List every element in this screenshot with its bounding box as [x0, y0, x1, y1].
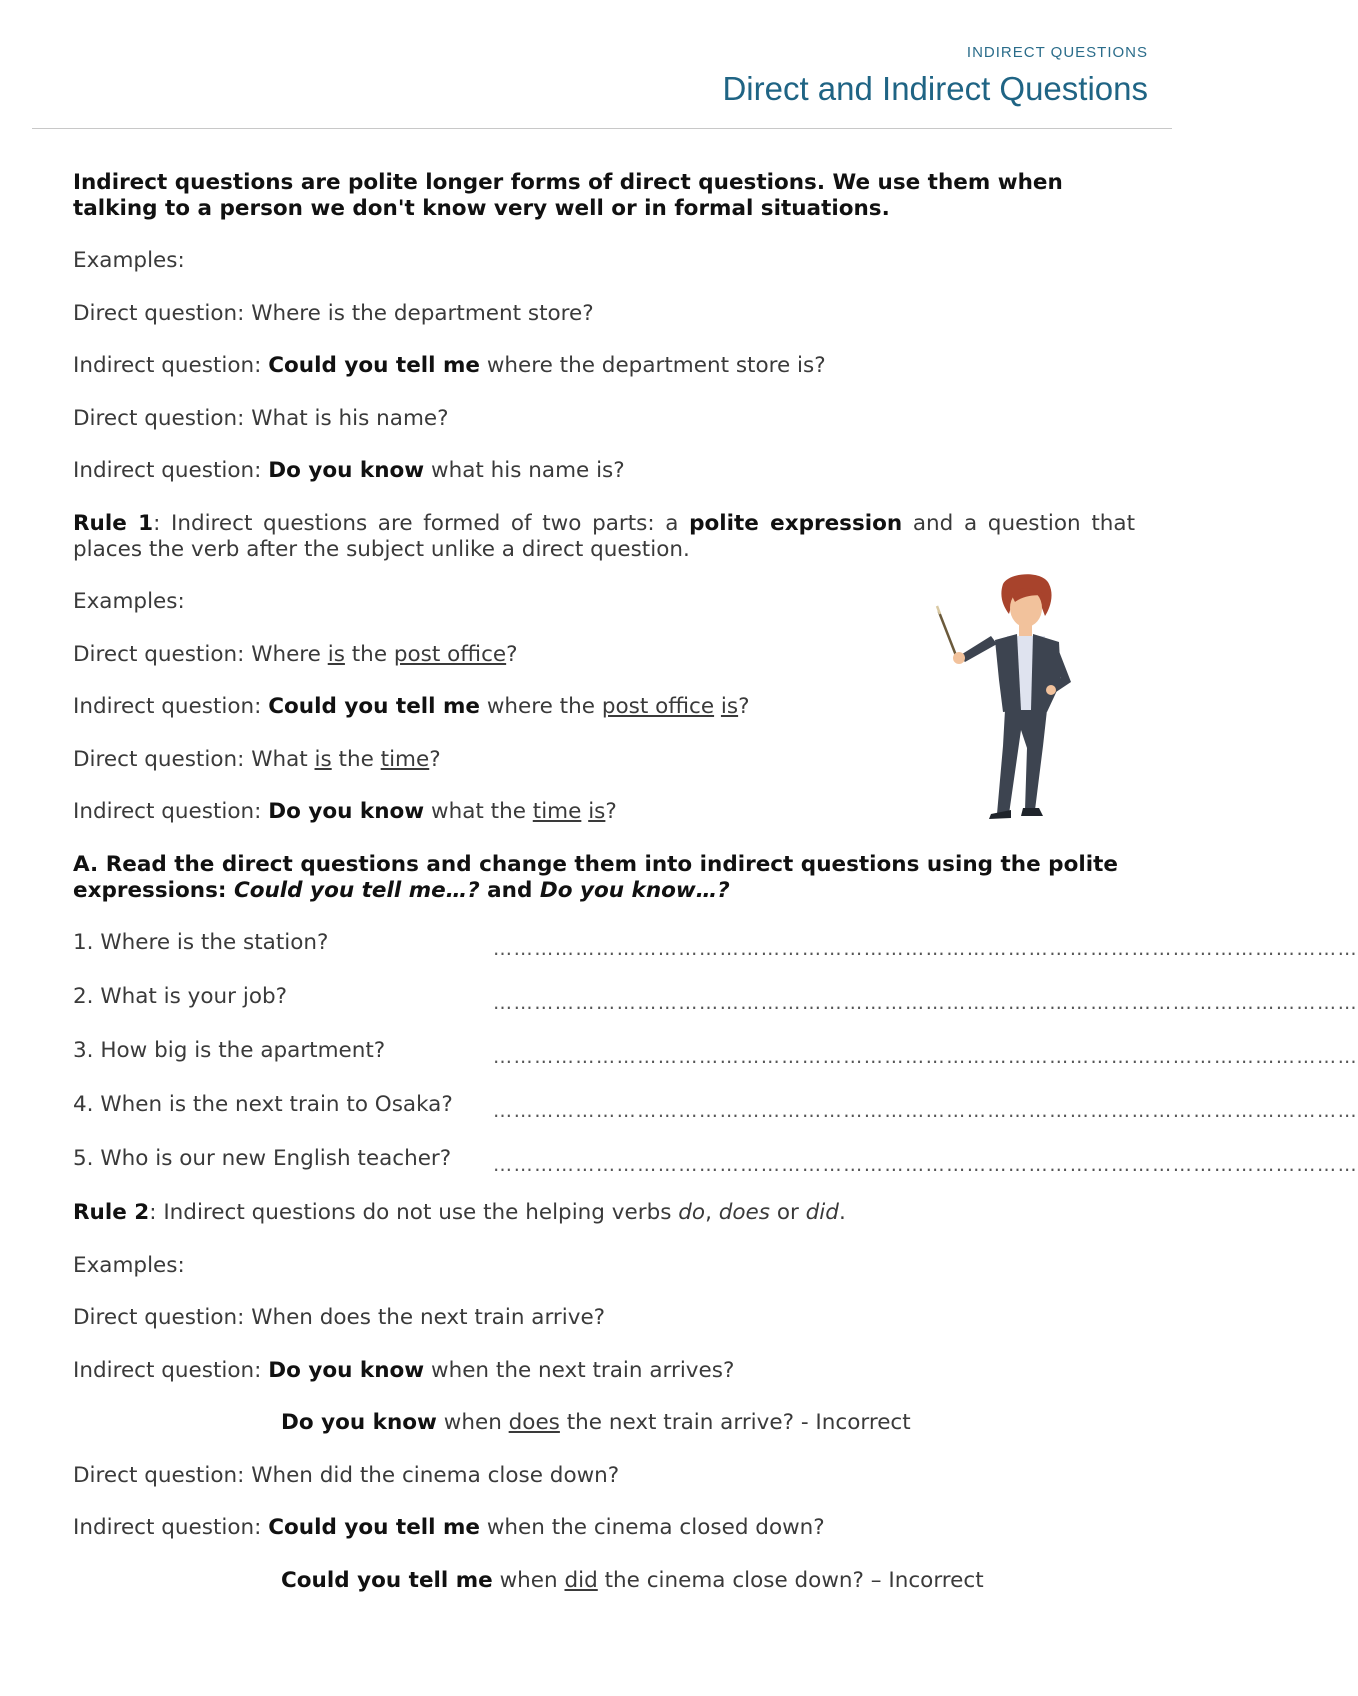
helping-verb: did [805, 1200, 839, 1225]
helping-verb: does [718, 1200, 770, 1225]
direct-label: Direct question: [73, 300, 252, 326]
direct-question-text: When did the cinema close down? [251, 1462, 620, 1488]
text-segment: ? [738, 694, 750, 719]
direct-label: Direct question: [73, 641, 252, 667]
direct-label: Direct question: [73, 746, 252, 772]
indirect-label: Indirect question: [73, 694, 269, 719]
indirect-question-text: what his name is? [424, 458, 625, 483]
rule-text: : Indirect questions are formed of two parts: a [153, 510, 690, 536]
exercise-item [73, 1038, 1358, 1068]
direct-label: Direct question: [73, 1305, 252, 1330]
example-indirect-1 [73, 353, 1135, 379]
answer-line[interactable]: ……………………………………………………………………………………………………………… [493, 1100, 1358, 1122]
text-segment: and [479, 877, 540, 903]
text-segment: What [251, 746, 315, 772]
example-direct-2 [73, 406, 1135, 432]
indirect-label: Indirect question: [73, 799, 269, 824]
text-segment: when [492, 1567, 565, 1593]
indirect-label: Indirect question: [73, 1515, 269, 1540]
text-segment: the [331, 746, 381, 772]
underlined-verb: is [327, 641, 345, 667]
text-segment: ? [429, 746, 441, 772]
polite-expression: Could you tell me [268, 353, 480, 378]
example-direct-6 [73, 1463, 1135, 1489]
rule-bold-term: polite expression [689, 510, 903, 536]
worksheet-body [73, 170, 1358, 1620]
incorrect-example-2 [73, 1568, 1135, 1594]
exercise-item [73, 1146, 1358, 1176]
underlined-subject: time [532, 799, 582, 824]
rule-text: : Indirect questions do not use the helping verbs [149, 1200, 679, 1225]
helping-verb: do [678, 1200, 706, 1225]
indirect-label: Indirect question: [73, 458, 269, 483]
indirect-question-text: when the next train arrives? [424, 1357, 735, 1383]
polite-expression: Could you tell me [268, 694, 480, 719]
exercise-instruction: A. Read the direct questions and change them into indirect questions using the polite expressions: [73, 851, 1118, 903]
underlined-subject: post office [393, 641, 507, 667]
polite-expression: Do you know [268, 799, 425, 824]
answer-line[interactable]: ……………………………………………………………………………………………………………… [493, 992, 1358, 1014]
incorrect-label: - Incorrect [794, 1410, 911, 1435]
polite-expression-italic: Do you know…? [539, 877, 730, 903]
text-segment: or [769, 1200, 806, 1225]
example-indirect-6 [73, 1515, 1135, 1541]
intro-text: Indirect questions are polite longer forms of direct questions. We use them when talking to a person we don't know very well or in formal situations. [73, 170, 1063, 221]
text-segment: when [436, 1410, 509, 1435]
exercise-heading [73, 852, 1135, 904]
rule-label: Rule 1 [73, 510, 154, 536]
direct-question-text: Where is the department store? [251, 300, 594, 326]
examples-label: Examples: [73, 1252, 185, 1278]
header-divider [32, 128, 1172, 129]
direct-label: Direct question: [73, 1462, 252, 1488]
exercise-question: 2. What is your job? [73, 984, 288, 1009]
text-segment: Where [251, 641, 328, 667]
text-segment: the [344, 641, 394, 667]
rule-1 [73, 511, 1135, 563]
intro-paragraph [73, 170, 1135, 222]
incorrect-example-1 [73, 1410, 1135, 1436]
examples-label: Examples: [73, 248, 185, 273]
rule-text: and a question that places the verb after the subject unlike a direct question. [73, 510, 1135, 562]
polite-expression: Do you know [281, 1410, 437, 1435]
exercise-question: 4. When is the next train to Osaka? [73, 1092, 453, 1117]
underlined-subject: post office [601, 694, 715, 719]
exercise-item [73, 984, 1358, 1014]
polite-expression: Do you know [268, 1357, 425, 1383]
indirect-label: Indirect question: [73, 1357, 269, 1383]
answer-line[interactable]: ……………………………………………………………………………………………………………… [493, 938, 1358, 960]
underlined-verb: is [720, 694, 739, 719]
exercise-question: 3. How big is the apartment? [73, 1038, 386, 1063]
text-segment: the cinema close down? [597, 1567, 864, 1593]
exercise-question: 5. Who is our new English teacher? [73, 1146, 452, 1171]
text-segment: the next train arrive? [559, 1410, 794, 1435]
example-direct-1 [73, 301, 1135, 327]
underlined-subject: time [380, 746, 430, 772]
section-tag: INDIRECT QUESTIONS [966, 44, 1148, 61]
text-segment: ? [506, 641, 518, 667]
text-segment [714, 694, 721, 719]
text-segment: where the [479, 694, 602, 719]
exercise-question: 1. Where is the station? [73, 930, 329, 955]
polite-expression: Could you tell me [268, 1515, 480, 1540]
incorrect-label: – Incorrect [863, 1567, 984, 1593]
underlined-verb: did [564, 1567, 598, 1593]
text-segment: ? [605, 799, 617, 824]
teacher-illustration [925, 570, 1085, 820]
examples-label: Examples: [73, 589, 185, 614]
indirect-question-text: when the cinema closed down? [479, 1515, 825, 1540]
direct-question-text: What is his name? [251, 405, 449, 431]
polite-expression: Do you know [268, 458, 425, 483]
page-title: Direct and Indirect Questions [722, 70, 1148, 107]
text-segment: what the [424, 799, 533, 824]
answer-line[interactable]: ……………………………………………………………………………………………………………… [493, 1046, 1358, 1068]
rule-label: Rule 2 [73, 1200, 150, 1225]
indirect-question-text: where the department store is? [479, 353, 826, 378]
example-direct-5 [73, 1305, 1135, 1331]
polite-expression: Could you tell me [281, 1567, 493, 1593]
direct-question-text: When does the next train arrive? [251, 1305, 606, 1330]
underlined-verb: is [314, 746, 332, 772]
rule-2 [73, 1200, 1135, 1226]
example-indirect-5 [73, 1358, 1135, 1384]
text-segment: . [838, 1200, 846, 1225]
text-segment: , [705, 1200, 719, 1225]
underlined-verb: does [508, 1410, 560, 1435]
example-indirect-2 [73, 458, 1135, 484]
exercise-item [73, 930, 1358, 960]
polite-expression-italic: Could you tell me…? [233, 877, 480, 903]
indirect-label: Indirect question: [73, 353, 269, 378]
exercise-item [73, 1092, 1358, 1122]
answer-line[interactable]: ……………………………………………………………………………………………………………… [493, 1154, 1358, 1176]
underlined-verb: is [588, 799, 606, 824]
direct-label: Direct question: [73, 405, 252, 431]
